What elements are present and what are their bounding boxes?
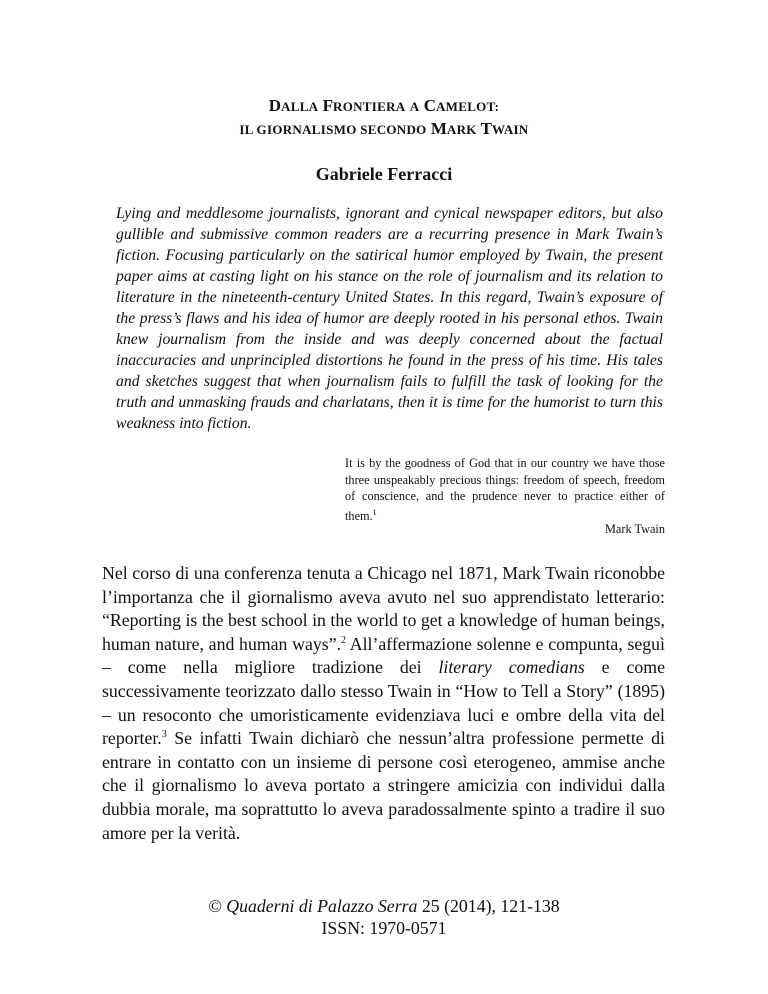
issn: ISSN: 1970-0571 [321, 918, 447, 938]
abstract: Lying and meddlesome journalists, ignorant and cynical newspaper editors, but also gullible and submissive common readers are a recurring presence in Mark Twain’s fiction. Focusing particularly on the satirical humor employed by Twain, the present paper aims at casting light on his stance on the role of journalism and its relation to literature in the nineteenth-century United States. In this regard, Twain’s exposure of the press’s flaws and his idea of humor are deeply rooted in his personal ethos. Twain knew journalism from the inside and was deeply concerned about the factual inaccuracies and unprincipled distortions he found in the press of his time. His tales and sketches suggest that when journalism fails to fulfill the task of looking for the truth and unmasking frauds and charlatans, then it is time for the humorist to turn this weakness into fiction. [116, 205, 663, 432]
body-paragraph: Nel corso di una conferenza tenuta a Chicago nel 1871, Mark Twain riconobbe l’importanza che il giornalismo aveva avuto nel suo apprendistato letterario: “Reporting is the best school in the world to get a knowledge of human beings, human nature, and human ways”.$^2$ All’affermazione solenne e compunta, seguì – come nella migliore tradizione dei literary comedians e come successivamente teorizzato dallo stesso Twain in “How to Tell a Story” (1895) – un resoconto che umoristicamente evidenziava luci e ombre della vita del reporter.$^3$ Se infatti Twain dichiarò che nessun’altra professione permette di entrare in contatto con un insieme di persone così eterogeneo, ammise anche che il giornalismo lo aveva portato a stringere amicizia con individui dalla dubbia morale, ma soprattutto lo aveva paradossalmente spinto a tradire il suo amore per la verità. [102, 563, 665, 843]
footnote-ref-2[interactable]: 2 [341, 634, 347, 646]
journal-name: Quaderni di Palazzo Serra [226, 896, 418, 916]
epigraph-author: Mark Twain [604, 522, 665, 536]
footnote-ref-1[interactable]: 1 [372, 507, 377, 517]
article-title-line-2: IL GIORNALISMO SECONDO MARK TWAIN [239, 119, 529, 138]
epigraph-quote: It is by the goodness of God that in our country we have those three unspeakably precious things: freedom of speech, freedom of conscience, and the prudence never to practice either of them.$^1$ [345, 456, 665, 523]
author-name: Gabriele Ferracci [315, 164, 453, 184]
article-title-line-1: DALLA FRONTIERA A CAMELOT: [268, 96, 500, 115]
journal-footer [0, 895, 768, 939]
journal-citation: © Quaderni di Palazzo Serra 25 (2014), 121-138 [208, 896, 560, 916]
footnote-ref-3[interactable]: 3 [161, 729, 167, 741]
